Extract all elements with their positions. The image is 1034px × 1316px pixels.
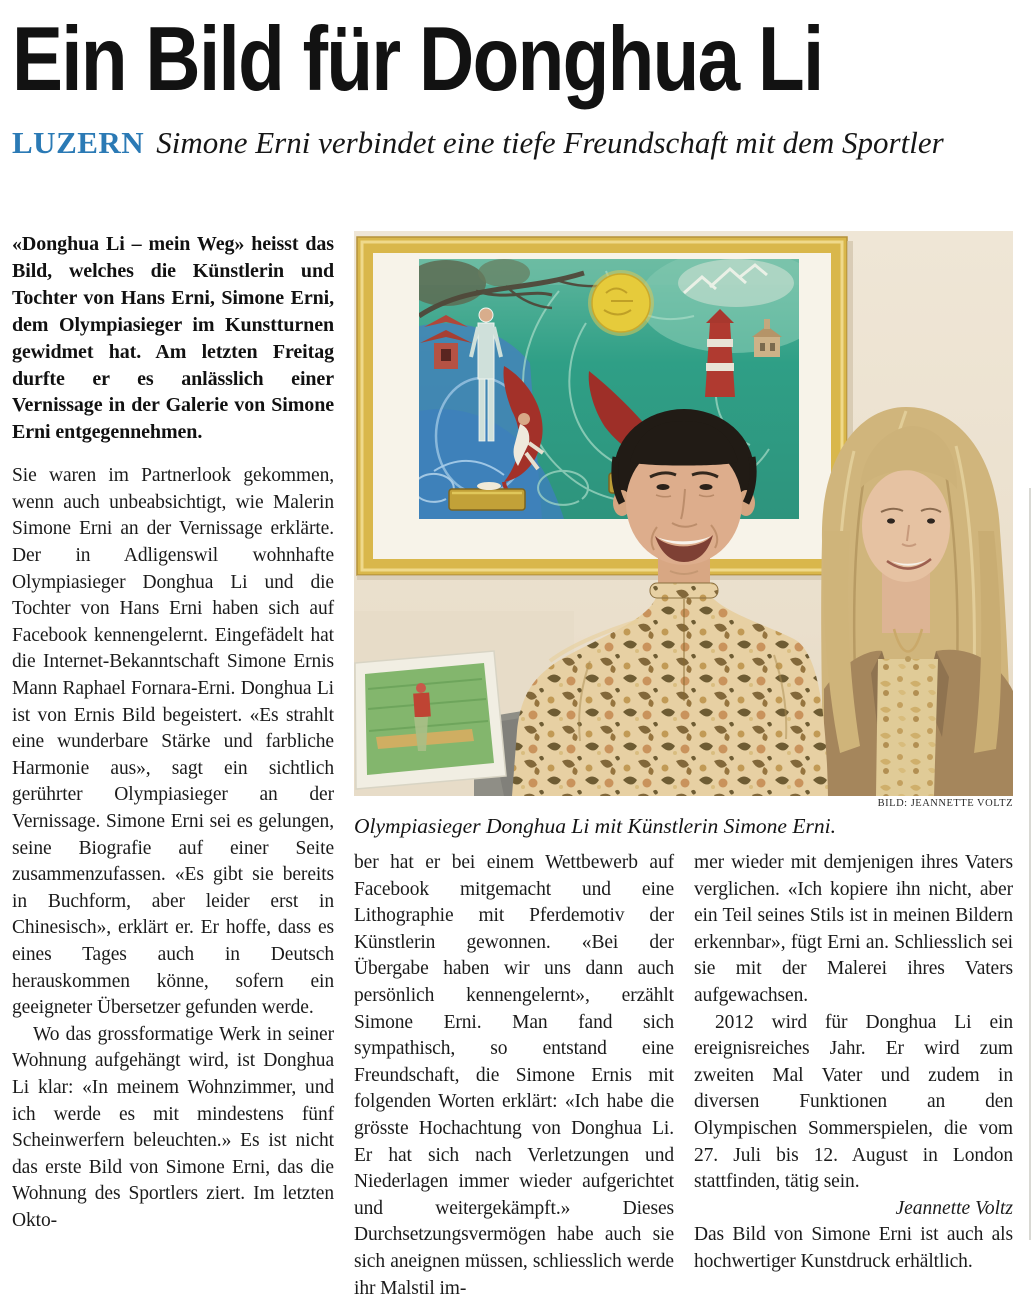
article-photo — [354, 231, 1013, 796]
photo-illustration — [354, 231, 1013, 796]
paragraph-col3-2: 2012 wird für Donghua Li ein ereignisreiches Jahr. Er wird zum zweiten Mal Vater und zudem in diversen Funktionen an den Olympischen Sommerspielen, die vom 27. Juli bis 12. August in London stattfinden, tätig sein. — [694, 1011, 1013, 1193]
lead-paragraph: «Donghua Li – mein Weg» heisst das Bild, welches die Künstlerin und Tochter von Hans Erni, Simone Erni, dem Olympiasieger im Kunstturnen gewidmet hat. Am letzten Freitag durfte er es anlässlich einer Vernissage in der Galerie von Simone Erni entgegennehmen. — [12, 233, 334, 444]
kicker-location: LUZERN — [12, 125, 145, 160]
article-header — [0, 0, 1034, 165]
column-1 — [12, 231, 334, 1302]
column-2 — [354, 850, 674, 1302]
photo-credit: BILD: JEANNETTE VOLTZ — [877, 798, 1013, 809]
tower-motif — [705, 309, 735, 397]
photo-caption: Olympiasieger Donghua Li mit Künstlerin Simone Erni. — [354, 814, 836, 838]
simone-erni-figure — [821, 407, 1013, 796]
paragraph-col3-1: mer wieder mit demjenigen ihres Vaters verglichen. «Ich kopiere ihn nicht, aber ein Teil seines Stils ist in meinen Bildern erkennbar», fügt Erni an. Schliesslich sei sie mit der Malerei ihres Vaters aufgewachsen. — [694, 852, 1013, 1006]
column-3 — [694, 850, 1013, 1302]
paragraph-col1-2: Wo das grossformatige Werk in seiner Wohnung aufgehängt wird, ist Donghua Li klar: «In meinem Wohnzimmer, und ich werde es mit mindestens fünf Scheinwerfern beleuchten.» Es ist nicht das erste Bild von Simone Erni, das die Wohnung des Sportlers ziert. Im letzten Okto- — [12, 1023, 334, 1231]
lower-columns — [354, 850, 1013, 1302]
right-block — [354, 231, 1013, 1302]
headline-text: Ein Bild für Donghua Li — [12, 9, 823, 110]
headline — [12, 9, 1022, 110]
paragraph-col1-1: Sie waren im Partnerlook gekommen, wenn auch unbeabsichtigt, wie Malerin Simone Erni an der Vernissage erklärte. Der in Adligenswil wohnhafte Olympiasieger Donghua Li und die Tochter von Hans Erni haben sich auf Facebook kennengelernt. Eingefädelt hat die Internet-Bekanntschaft Simone Ernis Mann Raphael Fornara-Erni. Donghua Li ist von Ernis Bild begeistert. «Es strahlt eine wunderbare Stärke und farbliche Harmonie aus», sagt ein sichtlich gerührter Olympiasieger an der Vernissage. Simone Erni sei es gelungen, seine Biografie auf einer Seite zusammenzufassen. «Es gibt sie bereits in Buchform, aber leider erst in Chinesisch», erklärt er. Er hoffe, dass es eines Tages auch in Deutsch herauskommen könne, sofern ein geeigneter Übersetzer gefunden werde. — [12, 465, 334, 1019]
subtitle-text: Simone Erni verbindet eine tiefe Freundschaft mit dem Sportler — [156, 125, 944, 160]
scan-edge-artifact — [1029, 488, 1031, 1240]
paragraph-col3-3: Das Bild von Simone Erni ist auch als hochwertiger Kunstdruck erhältlich. — [694, 1224, 1013, 1272]
paragraph-col2-1: ber hat er bei einem Wettbewerb auf Facebook mitgemacht und eine Lithographie mit Pferdemotiv der Künstlerin gewonnen. «Bei der Übergabe haben wir uns dann auch persönlich kennengelernt», erzählt Simone Erni. Man fand sich sympathisch, so entstand eine Freundschaft, die Simone Ernis mit folgenden Worten erklärt: «Ich habe die grösste Hochachtung von Donghua Li. Er hat sich nach Verletzungen und Niederlagen immer wieder aufgerichtet und weitergekämpft.» Dieses Durchsetzungsvermögen habe auch sie sich aneignen müssen, schliesslich werde ihr Malstil im- — [354, 852, 674, 1299]
article-body — [12, 231, 1022, 1302]
deck — [12, 123, 1022, 165]
byline: Jeannette Voltz — [895, 1197, 1013, 1219]
